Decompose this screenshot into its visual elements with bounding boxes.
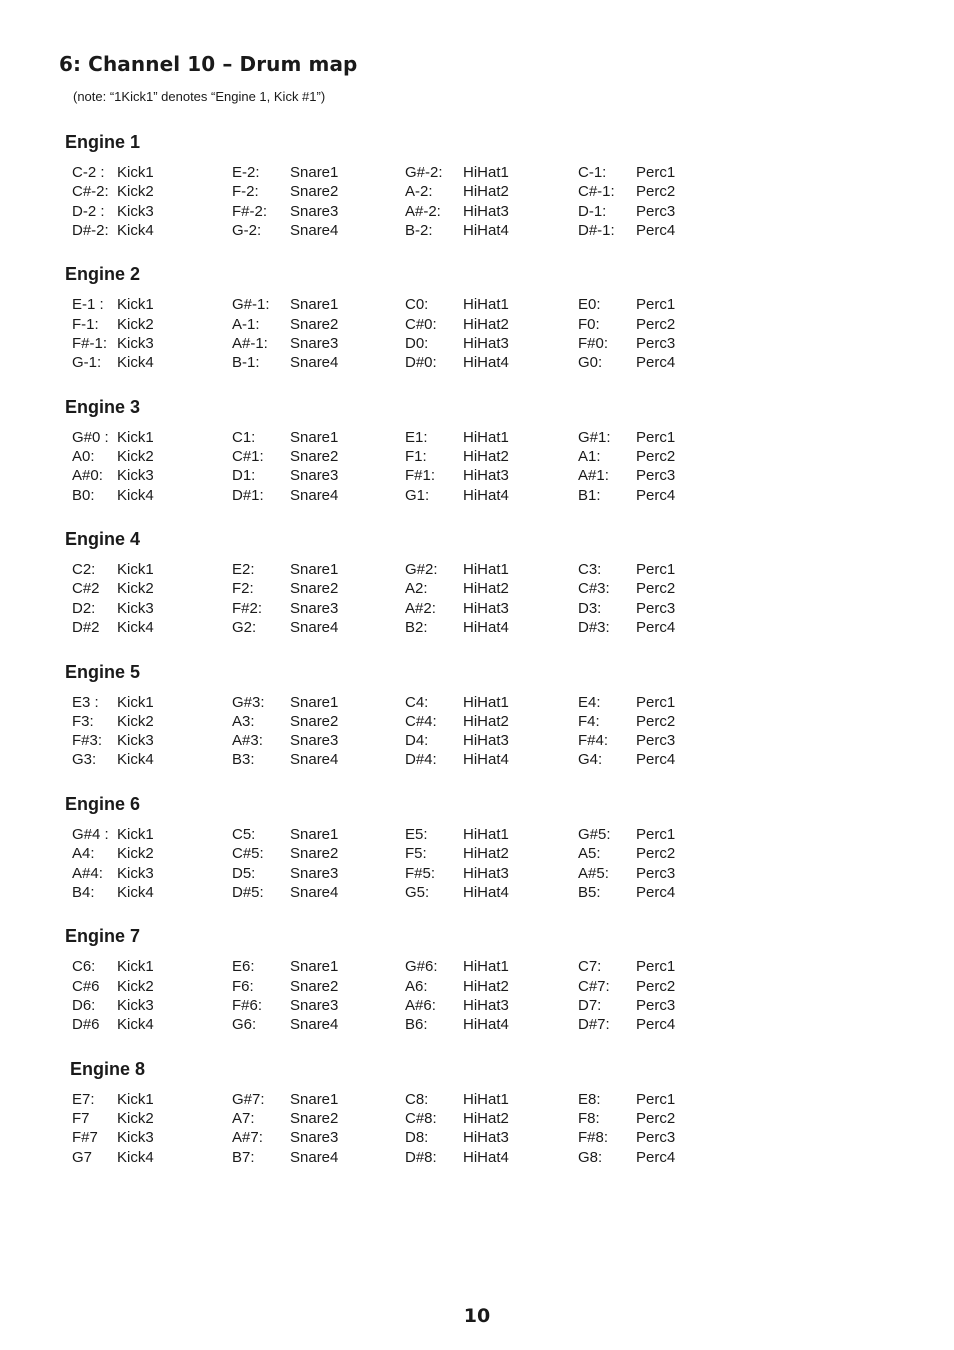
- midi-note: G5:: [405, 883, 430, 901]
- midi-note: D#4:: [405, 751, 437, 769]
- drum-sound-name: Snare1: [290, 561, 339, 579]
- midi-note: D#8:: [405, 1148, 437, 1166]
- mapping-row: [0, 579, 954, 598]
- drum-sound-name: Perc4: [636, 1148, 676, 1166]
- drum-sound-name: Snare3: [290, 202, 339, 220]
- drum-sound-name: Kick4: [117, 883, 154, 901]
- engine-title: Engine 6: [65, 794, 141, 814]
- midi-note: G#5:: [578, 826, 611, 843]
- midi-note: E2:: [232, 561, 255, 579]
- drum-sound-name: Kick1: [117, 958, 154, 976]
- drum-sound-name: Perc2: [636, 448, 676, 466]
- drum-sound-name: HiHat4: [463, 619, 509, 637]
- drum-sound-name: Perc3: [636, 467, 676, 485]
- drum-sound-name: Snare3: [290, 1129, 339, 1147]
- drum-sound-name: HiHat3: [463, 864, 509, 882]
- midi-note: D#5:: [232, 883, 264, 901]
- drum-sound-name: HiHat4: [463, 751, 509, 769]
- midi-note: D-1:: [578, 202, 607, 220]
- drum-sound-name: HiHat2: [463, 315, 509, 333]
- drum-sound-name: Perc2: [636, 712, 676, 730]
- midi-note: G1:: [405, 486, 430, 504]
- drum-sound-name: HiHat4: [463, 1148, 509, 1166]
- drum-sound-name: HiHat4: [463, 486, 509, 504]
- drum-sound-name: Kick3: [117, 334, 154, 352]
- midi-note: A0:: [72, 448, 95, 466]
- drum-sound-name: HiHat3: [463, 334, 509, 352]
- drum-sound-name: HiHat1: [463, 826, 509, 843]
- drum-sound-name: Snare3: [290, 732, 339, 750]
- drum-sound-name: Perc2: [636, 580, 676, 598]
- drum-sound-name: Perc1: [636, 296, 676, 314]
- midi-note: B2:: [405, 619, 428, 637]
- drum-sound-name: HiHat4: [463, 354, 509, 372]
- engine-title: Engine 5: [65, 661, 141, 682]
- drum-sound-name: Snare1: [290, 958, 339, 976]
- drum-sound-name: Snare1: [290, 693, 339, 711]
- midi-note: D4:: [405, 732, 429, 750]
- page-number: 10: [463, 1305, 491, 1327]
- midi-note: B7:: [232, 1148, 255, 1166]
- midi-note: G3:: [72, 751, 97, 769]
- midi-note: D6:: [72, 996, 96, 1014]
- mapping-row: [0, 182, 954, 201]
- drum-sound-name: HiHat1: [463, 693, 509, 711]
- midi-note: D2:: [72, 599, 96, 617]
- drum-sound-name: Kick1: [117, 428, 154, 446]
- midi-note: D#-2:: [72, 221, 109, 239]
- midi-note: F0:: [578, 315, 600, 333]
- drum-sound-name: Kick4: [117, 751, 154, 769]
- mapping-row: [0, 447, 954, 466]
- mapping-row: [0, 428, 954, 447]
- midi-note: D3:: [578, 599, 602, 617]
- drum-sound-name: HiHat3: [463, 467, 509, 485]
- midi-note: A#7:: [232, 1129, 263, 1147]
- drum-sound-name: HiHat2: [463, 977, 509, 995]
- drum-sound-name: Snare1: [290, 296, 339, 314]
- drum-sound-name: Kick4: [117, 619, 154, 637]
- drum-sound-name: HiHat1: [463, 1090, 509, 1108]
- mapping-row: [0, 957, 954, 976]
- midi-note: F#0:: [578, 334, 609, 352]
- midi-note: G#7:: [232, 1090, 265, 1108]
- midi-note: G#-2:: [405, 164, 443, 181]
- midi-note: C5:: [232, 826, 256, 843]
- midi-note: A#3:: [232, 732, 263, 750]
- drum-sound-name: Perc2: [636, 183, 676, 201]
- midi-note: G6:: [232, 1016, 257, 1034]
- midi-note: G2:: [232, 619, 257, 637]
- mapping-row: [0, 295, 954, 314]
- drum-sound-name: Snare4: [290, 1148, 339, 1166]
- drum-sound-name: Kick2: [117, 580, 154, 598]
- drum-sound-name: HiHat2: [463, 183, 509, 201]
- midi-note: D1:: [232, 467, 256, 485]
- midi-note: F-2:: [232, 183, 259, 201]
- midi-note: G#1:: [578, 428, 611, 446]
- midi-note: D#1:: [232, 486, 264, 504]
- mapping-row: [0, 599, 954, 618]
- mapping-row: [0, 977, 954, 996]
- midi-note: E6:: [232, 958, 255, 976]
- mapping-row: [0, 618, 954, 637]
- midi-note: F#-2:: [232, 202, 268, 220]
- midi-note: F-1:: [72, 315, 99, 333]
- drum-sound-name: Snare4: [290, 619, 339, 637]
- midi-note: B6:: [405, 1016, 428, 1034]
- midi-note: E1:: [405, 428, 428, 446]
- drum-sound-name: Kick2: [117, 845, 154, 863]
- midi-note: F#2:: [232, 599, 263, 617]
- midi-note: E0:: [578, 296, 601, 314]
- drum-sound-name: HiHat3: [463, 996, 509, 1014]
- midi-note: B5:: [578, 883, 601, 901]
- drum-sound-name: Perc3: [636, 732, 676, 750]
- midi-note: A-2:: [405, 183, 433, 201]
- drum-sound-name: HiHat2: [463, 712, 509, 730]
- midi-note: E7:: [72, 1090, 95, 1108]
- midi-note: C#6: [72, 977, 100, 995]
- midi-note: A#6:: [405, 996, 436, 1014]
- midi-note: F#6:: [232, 996, 263, 1014]
- midi-note: G0:: [578, 354, 603, 372]
- drum-sound-name: Kick2: [117, 712, 154, 730]
- midi-note: A#0:: [72, 467, 103, 485]
- midi-note: B0:: [72, 486, 95, 504]
- drum-sound-name: Snare2: [290, 977, 339, 995]
- midi-note: A3:: [232, 712, 255, 730]
- drum-sound-name: Perc1: [636, 958, 676, 976]
- drum-sound-name: Snare4: [290, 354, 339, 372]
- drum-sound-name: Snare4: [290, 221, 339, 239]
- mapping-row: [0, 334, 954, 353]
- midi-note: A#-2:: [405, 202, 441, 220]
- drum-sound-name: Perc2: [636, 1110, 676, 1128]
- drum-sound-name: Perc4: [636, 354, 676, 372]
- midi-note: C#2: [72, 580, 100, 598]
- drum-sound-name: Snare4: [290, 1016, 339, 1034]
- drum-sound-name: HiHat4: [463, 1016, 509, 1034]
- mapping-row: [0, 202, 954, 221]
- mapping-row: [0, 1128, 954, 1147]
- midi-note: F#1:: [405, 467, 436, 485]
- mapping-row: [0, 996, 954, 1015]
- drum-sound-name: Snare2: [290, 1110, 339, 1128]
- drum-sound-name: Kick3: [117, 202, 154, 220]
- mapping-row: [0, 315, 954, 334]
- midi-note: G-2:: [232, 221, 262, 239]
- midi-note: C8:: [405, 1090, 429, 1108]
- drum-sound-name: Kick2: [117, 183, 154, 201]
- drum-sound-name: Kick1: [117, 693, 154, 711]
- midi-note: D#-1:: [578, 221, 615, 239]
- mapping-row: [0, 353, 954, 372]
- drum-sound-name: Kick1: [117, 296, 154, 314]
- mapping-row: [0, 1090, 954, 1109]
- drum-sound-name: Kick3: [117, 996, 154, 1014]
- midi-note: C#0:: [405, 315, 437, 333]
- mapping-row: [0, 466, 954, 485]
- drum-sound-name: Kick4: [117, 1016, 154, 1034]
- midi-note: C6:: [72, 958, 96, 976]
- drum-sound-name: Perc4: [636, 751, 676, 769]
- midi-note: C#8:: [405, 1110, 437, 1128]
- midi-note: A#1:: [578, 467, 609, 485]
- drum-sound-name: Kick4: [117, 486, 154, 504]
- midi-note: A#2:: [405, 599, 436, 617]
- midi-note: A1:: [578, 448, 601, 466]
- engine-title: Engine 2: [65, 264, 141, 285]
- midi-note: C1:: [232, 428, 256, 446]
- drum-sound-name: Kick3: [117, 864, 154, 882]
- drum-sound-name: Kick3: [117, 732, 154, 750]
- midi-note: F#4:: [578, 732, 609, 750]
- drum-sound-name: Perc3: [636, 1129, 676, 1147]
- drum-sound-name: Snare1: [290, 1090, 339, 1108]
- midi-note: B4:: [72, 883, 95, 901]
- drum-sound-name: Perc3: [636, 334, 676, 352]
- midi-note: E8:: [578, 1090, 601, 1108]
- drum-sound-name: Perc4: [636, 1016, 676, 1034]
- midi-note: D#3:: [578, 619, 610, 637]
- midi-note: F3:: [72, 712, 94, 730]
- drum-sound-name: HiHat1: [463, 958, 509, 976]
- midi-note: G7: [72, 1148, 93, 1166]
- drum-sound-name: Kick3: [117, 1129, 154, 1147]
- midi-note: E-2:: [232, 164, 260, 181]
- midi-note: G#4 :: [72, 826, 109, 843]
- drum-sound-name: Perc1: [636, 428, 676, 446]
- midi-note: D7:: [578, 996, 602, 1014]
- drum-sound-name: HiHat2: [463, 580, 509, 598]
- note-text: (note: “1Kick1” denotes “Engine 1, Kick #1”): [73, 89, 326, 104]
- midi-note: A2:: [405, 580, 428, 598]
- drum-sound-name: HiHat2: [463, 448, 509, 466]
- midi-note: F2:: [232, 580, 254, 598]
- midi-note: C3:: [578, 561, 602, 579]
- drum-sound-name: Perc2: [636, 315, 676, 333]
- midi-note: E5:: [405, 826, 428, 843]
- drum-sound-name: HiHat4: [463, 883, 509, 901]
- drum-sound-name: HiHat3: [463, 599, 509, 617]
- drum-sound-name: HiHat3: [463, 732, 509, 750]
- page-title: 6: Channel 10 – Drum map: [59, 52, 358, 76]
- drum-sound-name: HiHat2: [463, 845, 509, 863]
- midi-note: C#4:: [405, 712, 437, 730]
- midi-note: F1:: [405, 448, 427, 466]
- midi-note: D#6: [72, 1016, 100, 1034]
- midi-note: E3 :: [72, 693, 99, 711]
- drum-sound-name: HiHat3: [463, 202, 509, 220]
- drum-sound-name: Perc3: [636, 996, 676, 1014]
- midi-note: G#2:: [405, 561, 438, 579]
- drum-sound-name: Perc1: [636, 1090, 676, 1108]
- midi-note: A6:: [405, 977, 428, 995]
- midi-note: F6:: [232, 977, 254, 995]
- midi-note: D5:: [232, 864, 256, 882]
- drum-sound-name: Perc1: [636, 561, 676, 579]
- mapping-row: [0, 712, 954, 731]
- midi-note: F8:: [578, 1110, 600, 1128]
- midi-note: G8:: [578, 1148, 603, 1166]
- mapping-row: [0, 750, 954, 769]
- mapping-row: [0, 693, 954, 712]
- drum-sound-name: Snare4: [290, 883, 339, 901]
- mapping-row: [0, 731, 954, 750]
- drum-sound-name: Snare2: [290, 845, 339, 863]
- midi-note: B1:: [578, 486, 601, 504]
- drum-sound-name: HiHat1: [463, 561, 509, 579]
- drum-sound-name: HiHat1: [463, 296, 509, 314]
- drum-sound-name: Kick4: [117, 354, 154, 372]
- midi-note: C-1:: [578, 164, 607, 181]
- midi-note: D#7:: [578, 1016, 610, 1034]
- midi-note: E-1 :: [72, 296, 104, 314]
- engine-title: Engine 8: [70, 1058, 146, 1079]
- engine-title: Engine 4: [65, 529, 141, 550]
- drum-sound-name: HiHat1: [463, 164, 509, 181]
- midi-note: G#-1:: [232, 296, 270, 314]
- drum-sound-name: Snare4: [290, 486, 339, 504]
- mapping-row: [0, 844, 954, 863]
- drum-sound-name: Kick4: [117, 1148, 154, 1166]
- drum-sound-name: Perc1: [636, 826, 676, 843]
- drum-sound-name: Perc3: [636, 202, 676, 220]
- midi-note: A7:: [232, 1110, 255, 1128]
- drum-sound-name: Snare3: [290, 467, 339, 485]
- drum-sound-name: HiHat2: [463, 1110, 509, 1128]
- drum-sound-name: Perc4: [636, 221, 676, 239]
- drum-sound-name: HiHat1: [463, 428, 509, 446]
- midi-note: A#4:: [72, 864, 103, 882]
- midi-note: F4:: [578, 712, 600, 730]
- midi-note: G#6:: [405, 958, 438, 976]
- midi-note: E4:: [578, 693, 601, 711]
- midi-note: C#-2:: [72, 183, 109, 201]
- mapping-row: [0, 1109, 954, 1128]
- drum-sound-name: Snare2: [290, 580, 339, 598]
- midi-note: D#0:: [405, 354, 437, 372]
- mapping-row: [0, 864, 954, 883]
- midi-note: C#5:: [232, 845, 264, 863]
- midi-note: G#0 :: [72, 428, 109, 446]
- drum-sound-name: Snare2: [290, 315, 339, 333]
- midi-note: G-1:: [72, 354, 102, 372]
- drum-sound-name: Perc4: [636, 486, 676, 504]
- engine-title: Engine 1: [65, 132, 141, 152]
- midi-note: B-2:: [405, 221, 433, 239]
- midi-note: F7: [72, 1110, 90, 1128]
- midi-note: G#3:: [232, 693, 265, 711]
- mapping-row: [0, 825, 954, 844]
- engine-title: Engine 7: [65, 926, 141, 947]
- drum-sound-name: Snare1: [290, 826, 339, 843]
- drum-sound-name: Kick2: [117, 977, 154, 995]
- midi-note: B3:: [232, 751, 255, 769]
- drum-sound-name: Snare2: [290, 448, 339, 466]
- drum-sound-name: Perc1: [636, 693, 676, 711]
- midi-note: F#5:: [405, 864, 436, 882]
- drum-sound-name: Perc2: [636, 977, 676, 995]
- midi-note: F#7: [72, 1129, 98, 1147]
- drum-sound-name: Kick1: [117, 1090, 154, 1108]
- midi-note: C#-1:: [578, 183, 615, 201]
- drum-sound-name: Snare1: [290, 428, 339, 446]
- midi-note: D#2: [72, 619, 100, 637]
- drum-sound-name: Perc3: [636, 864, 676, 882]
- drum-sound-name: Kick1: [117, 561, 154, 579]
- midi-note: F5:: [405, 845, 427, 863]
- midi-note: B-1:: [232, 354, 260, 372]
- drum-sound-name: Perc4: [636, 883, 676, 901]
- drum-sound-name: Kick2: [117, 315, 154, 333]
- drum-sound-name: Kick1: [117, 826, 154, 843]
- midi-note: C2:: [72, 561, 96, 579]
- drum-sound-name: Kick2: [117, 1110, 154, 1128]
- midi-note: A4:: [72, 845, 95, 863]
- midi-note: D-2 :: [72, 202, 105, 220]
- drum-sound-name: Snare4: [290, 751, 339, 769]
- drum-sound-name: Kick2: [117, 448, 154, 466]
- midi-note: A-1:: [232, 315, 260, 333]
- midi-note: A#5:: [578, 864, 609, 882]
- mapping-row: [0, 1148, 954, 1167]
- midi-note: C4:: [405, 693, 429, 711]
- mapping-row: [0, 221, 954, 240]
- drum-sound-name: HiHat4: [463, 221, 509, 239]
- drum-sound-name: Snare2: [290, 712, 339, 730]
- drum-sound-name: Kick3: [117, 599, 154, 617]
- drum-sound-name: Perc4: [636, 619, 676, 637]
- drum-sound-name: Snare3: [290, 996, 339, 1014]
- midi-note: C7:: [578, 958, 602, 976]
- midi-note: C#3:: [578, 580, 610, 598]
- midi-note: C0:: [405, 296, 429, 314]
- mapping-row: [0, 560, 954, 579]
- mapping-row: [0, 163, 954, 182]
- drum-sound-name: Kick4: [117, 221, 154, 239]
- midi-note: C#7:: [578, 977, 610, 995]
- midi-note: C-2 :: [72, 164, 105, 181]
- midi-note: D8:: [405, 1129, 429, 1147]
- mapping-row: [0, 1015, 954, 1034]
- midi-note: A5:: [578, 845, 601, 863]
- midi-note: D0:: [405, 334, 429, 352]
- midi-note: F#3:: [72, 732, 103, 750]
- engine-title: Engine 3: [65, 396, 141, 417]
- mapping-row: [0, 883, 954, 902]
- drum-sound-name: Snare1: [290, 164, 339, 181]
- drum-sound-name: Snare3: [290, 334, 339, 352]
- drum-sound-name: Snare3: [290, 599, 339, 617]
- midi-note: C#1:: [232, 448, 264, 466]
- midi-note: F#8:: [578, 1129, 609, 1147]
- drum-sound-name: Perc3: [636, 599, 676, 617]
- drum-sound-name: HiHat3: [463, 1129, 509, 1147]
- drum-sound-name: Perc1: [636, 164, 676, 181]
- drum-sound-name: Perc2: [636, 845, 676, 863]
- mapping-row: [0, 486, 954, 505]
- midi-note: G4:: [578, 751, 603, 769]
- drum-sound-name: Kick1: [117, 164, 154, 181]
- midi-note: A#-1:: [232, 334, 268, 352]
- drum-sound-name: Snare3: [290, 864, 339, 882]
- drum-sound-name: Kick3: [117, 467, 154, 485]
- drum-sound-name: Snare2: [290, 183, 339, 201]
- midi-note: F#-1:: [72, 334, 108, 352]
